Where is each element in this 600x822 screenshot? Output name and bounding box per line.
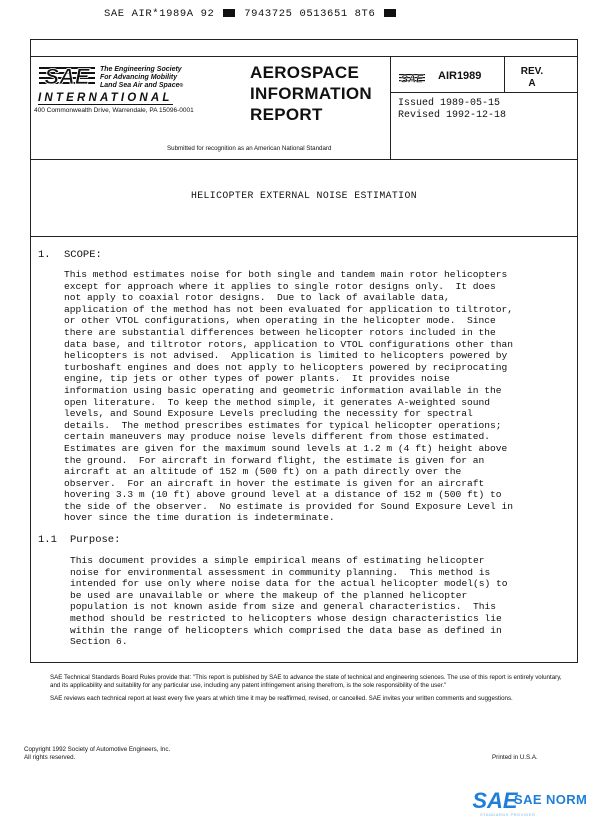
- scope-line: there are substantial differences between helicopter rotors included in the: [64, 326, 496, 338]
- svg-text:SAE: SAE: [44, 64, 90, 89]
- scope-line: Estimates are given for the maximum sound levels at 1.2 m (4 ft) height above: [64, 442, 508, 454]
- revision-label: REV.: [520, 66, 544, 77]
- revision-box: [512, 66, 552, 90]
- sae-norm-watermark-subtext: STANDARDS PROVIDER: [480, 812, 536, 817]
- scope-line: levels, and Sound Exposure Levels precluding the necessity for spectral: [64, 408, 473, 420]
- scope-heading: SCOPE:: [64, 249, 102, 261]
- registered-mark: ®: [179, 83, 184, 89]
- rev-column-divider: [504, 56, 505, 92]
- scope-line: aircraft at an altitude of 152 m (500 ft) on a path directly over the: [64, 466, 462, 478]
- scope-line: observer. For an aircraft in hover the estimate is given for an aircraft: [64, 477, 485, 489]
- purpose-line: intended for use only where noise data for the actual helicopter model(s) to: [70, 578, 508, 590]
- report-type-title: [250, 62, 372, 125]
- document-dates: [398, 98, 506, 122]
- scope-line: not apply to coaxial rotor designs. Due to lack of available data,: [64, 292, 450, 304]
- scope-line: hovering 3.3 m (10 ft) above ground level at a distance of 152 m (500 ft) to: [64, 489, 502, 501]
- purpose-line: be used are unavailable or where the makeup of the planned helicopter: [70, 589, 468, 601]
- report-type-line-2: INFORMATION: [250, 84, 372, 103]
- society-address: 400 Commonwealth Drive, Warrendale, PA 15096-0001: [34, 107, 194, 114]
- scope-line: certain maneuvers may produce noise levels different from those estimated.: [64, 431, 491, 443]
- scope-line: data base, and tiltrotor rotors, application to VTOL configurations other than: [64, 338, 514, 350]
- society-line-1: The Engineering Society: [100, 66, 182, 73]
- document-code-line: [104, 8, 398, 20]
- issued-date: Issued 1989-05-15: [398, 98, 501, 109]
- document-number: AIR1989: [438, 70, 482, 82]
- title-divider: [30, 236, 578, 237]
- scope-line: helicopters is not advised. Application is limited to helicopters powered by: [64, 350, 508, 362]
- international-label: INTERNATIONAL: [38, 92, 173, 104]
- redaction-bar: [223, 9, 235, 17]
- scope-line: application of the method has not been evaluated for application to tiltrotor,: [64, 303, 514, 315]
- rights-line: All rights reserved.: [24, 754, 76, 761]
- scope-line: open literature. To keep the method simple, it generates A-weighted sound: [64, 396, 491, 408]
- scope-number: 1.: [38, 249, 51, 261]
- purpose-number: 1.1: [38, 534, 57, 546]
- scope-line: turboshaft engines and does not apply to helicopters powered by reciprocating: [64, 361, 508, 373]
- redaction-bar: [384, 9, 396, 17]
- purpose-line: method should be restricted to helicopters whose design characteristics lie: [70, 612, 502, 624]
- purpose-line: within the range of helicopters which comprised the data base as defined in: [70, 624, 502, 636]
- society-tagline: [100, 66, 183, 90]
- scope-body: [64, 269, 513, 524]
- purpose-line: population is not known aside from size and general characteristics. This: [70, 601, 497, 613]
- copyright-notice: [24, 746, 170, 762]
- header-top-rule: [30, 56, 578, 57]
- scope-line: engine, tip jets or other types of power plants. It provides noise: [64, 373, 450, 385]
- document-code-right: 7943725 0513651 8T6: [244, 8, 376, 20]
- document-code-left: SAE AIR*1989A 92: [104, 8, 215, 20]
- scope-line: the ground. For aircraft in forward flight, the estimate is given for an: [64, 454, 485, 466]
- society-line-3: Land Sea Air and Space: [100, 82, 180, 89]
- revised-date: Revised 1992-12-18: [398, 110, 507, 121]
- standards-board-notice: [50, 674, 570, 708]
- purpose-line: noise for environmental assessment in community planning. This method is: [70, 566, 491, 578]
- purpose-body: [70, 555, 508, 648]
- notice-paragraph-1: SAE Technical Standards Board Rules provide that: "This report is published by SAE to advance the state of technical and engineering sciences. The use of this report is entirely voluntary, and its applicability and suitability for any particular use, including any patent infringement arising therefrom, is the sole responsibility of the user.": [50, 674, 562, 689]
- sae-norm-watermark-icon: [472, 786, 518, 813]
- report-type-line-1: AEROSPACE: [250, 63, 360, 82]
- ansi-submission-note: Submitted for recognition as an American National Standard: [167, 145, 332, 152]
- sae-norm-watermark-text: SAE NORM: [514, 792, 588, 807]
- doc-number-divider: [390, 92, 578, 93]
- purpose-line: Section 6.: [70, 636, 128, 648]
- scope-line: the side of the observer. No estimate is provided for Sound Exposure Level in: [64, 500, 514, 512]
- notice-paragraph-2: SAE reviews each technical report at least every five years at which time it may be reaffirmed, revised, or cancelled. SAE invites your written comments and suggestions.: [50, 695, 513, 702]
- purpose-heading: Purpose:: [70, 534, 121, 546]
- society-line-2: For Advancing Mobility: [100, 74, 178, 81]
- purpose-line: This document provides a simple empirical means of estimating helicopter: [70, 555, 485, 566]
- svg-text:SAE: SAE: [472, 788, 518, 813]
- svg-text:SAE: SAE: [400, 73, 424, 86]
- scope-line: except for approach where it applies to single rotor designs only. It does: [64, 280, 496, 292]
- report-type-line-3: REPORT: [250, 105, 323, 124]
- revision-value: A: [528, 78, 536, 89]
- sae-small-logo-icon: [399, 72, 425, 84]
- sae-logo-icon: [39, 64, 95, 88]
- scope-line: hover since the time duration is indeterminate.: [64, 512, 335, 524]
- copyright-line: Copyright 1992 Society of Automotive Engineers, Inc.: [24, 746, 171, 753]
- header-divider: [30, 159, 578, 160]
- scope-line: details. The method prescribes estimates for typical helicopter operations;: [64, 419, 502, 431]
- scope-line: or other VTOL configurations, when operating in the helicopter mode. Since: [64, 315, 496, 327]
- document-title: HELICOPTER EXTERNAL NOISE ESTIMATION: [190, 190, 418, 201]
- printed-in-label: Printed in U.S.A.: [492, 754, 538, 761]
- scope-line: information using basic operating and geometric information available in the: [64, 384, 502, 396]
- scope-line: This method estimates noise for both single and tandem main rotor helicopters: [64, 269, 508, 280]
- header-column-divider: [390, 56, 391, 160]
